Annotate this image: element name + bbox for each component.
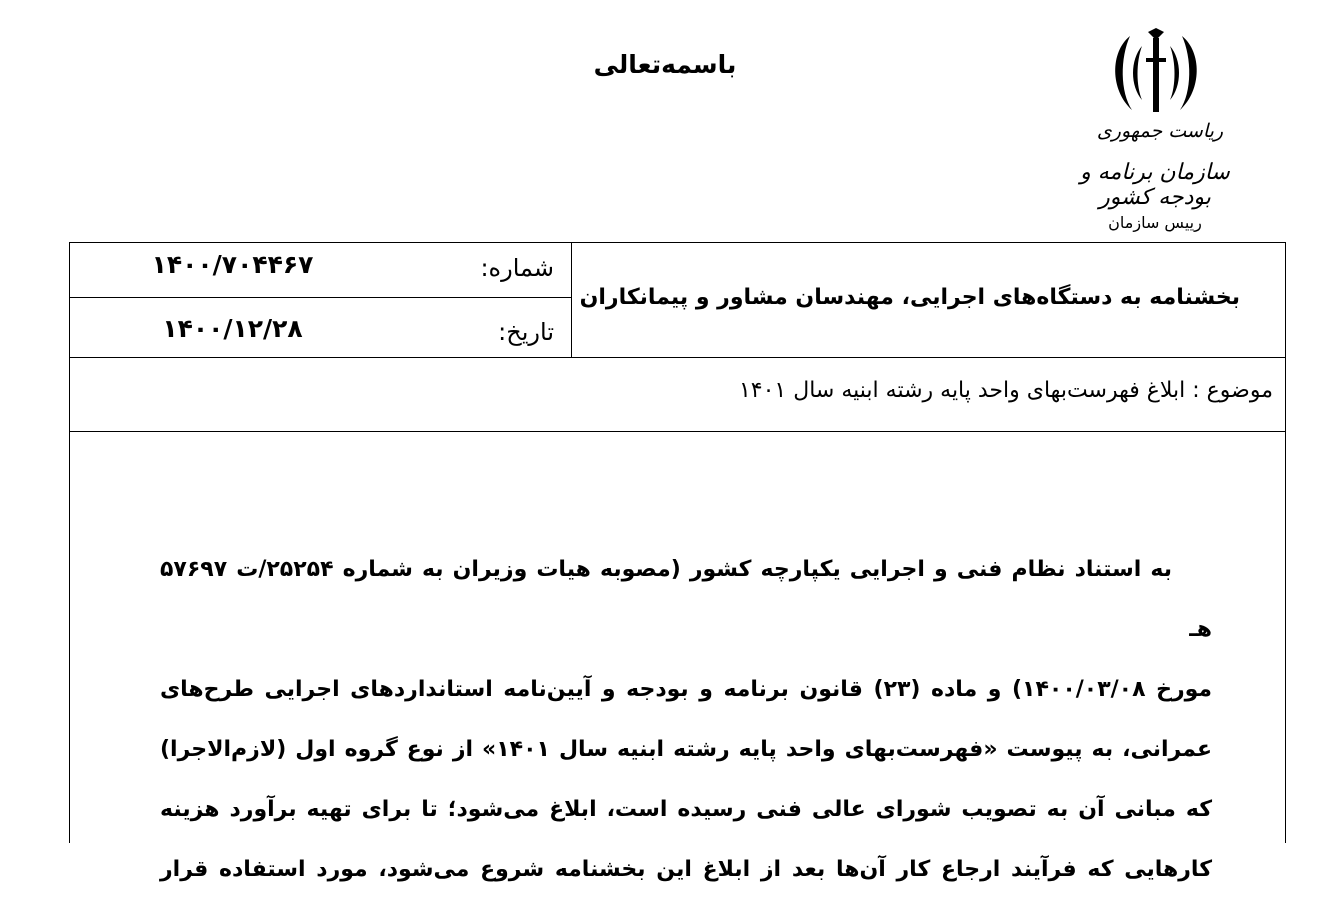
number-value: ۱۴۰۰/۷۰۴۴۶۷ [151, 250, 314, 279]
body-line: مورخ ۱۴۰۰/۰۳/۰۸) و ماده (۲۳) قانون برنامه و بودجه و آیین‌نامه استانداردهای اجرایی طرح‌های [160, 677, 1213, 702]
org-line-organization: سازمان برنامه و بودجه کشور [1080, 160, 1230, 210]
body-line: به استناد نظام فنی و اجرایی یکپارچه کشور (مصوبه هیات وزیران به شماره ۲۵۲۵۴/ت ۵۷۶۹۷ هـ [160, 557, 1212, 642]
addressee: بخشنامه به دستگاه‌های اجرایی، مهندسان مشاور و پیمانکاران [579, 285, 1240, 310]
table-divider-meta [69, 297, 572, 298]
body-line: که مبانی آن به تصویب شورای عالی فنی رسیده است، ابلاغ می‌شود؛ تا برای تهیه برآورد هزینه [160, 797, 1212, 822]
subject-label: موضوع : [1192, 378, 1273, 403]
date-label: تاریخ: [498, 318, 554, 346]
body-line: کارهایی که فرآیند ارجاع کار آن‌ها بعد از ابلاغ این بخشنامه شروع می‌شود، مورد استفاده قرار [160, 857, 1212, 882]
table-border-right [1285, 242, 1286, 843]
subject-line [739, 378, 1273, 403]
org-line-presidency: ریاست جمهوری [1096, 120, 1224, 142]
date-value: ۱۴۰۰/۱۲/۲۸ [162, 314, 303, 343]
table-border-top [69, 242, 1286, 243]
org-line-head-title: رییس سازمان [1108, 213, 1202, 232]
body-paragraph [160, 540, 1212, 900]
number-label: شماره: [480, 254, 554, 282]
document-heading: باسمه‌تعالی [593, 50, 737, 79]
subject-text: ابلاغ فهرست‌بهای واحد پایه رشته ابنیه سال ۱۴۰۱ [738, 378, 1186, 403]
table-divider-middle [571, 242, 572, 357]
body-line: عمرانی، به پیوست «فهرست‌بهای واحد پایه رشته ابنیه سال ۱۴۰۱» از نوع گروه اول (لازم‌الاجرا) [160, 737, 1212, 762]
table-border-row1 [69, 357, 1286, 358]
table-border-left [69, 242, 70, 843]
national-emblem-icon [1108, 28, 1204, 118]
table-border-row2 [69, 431, 1286, 432]
